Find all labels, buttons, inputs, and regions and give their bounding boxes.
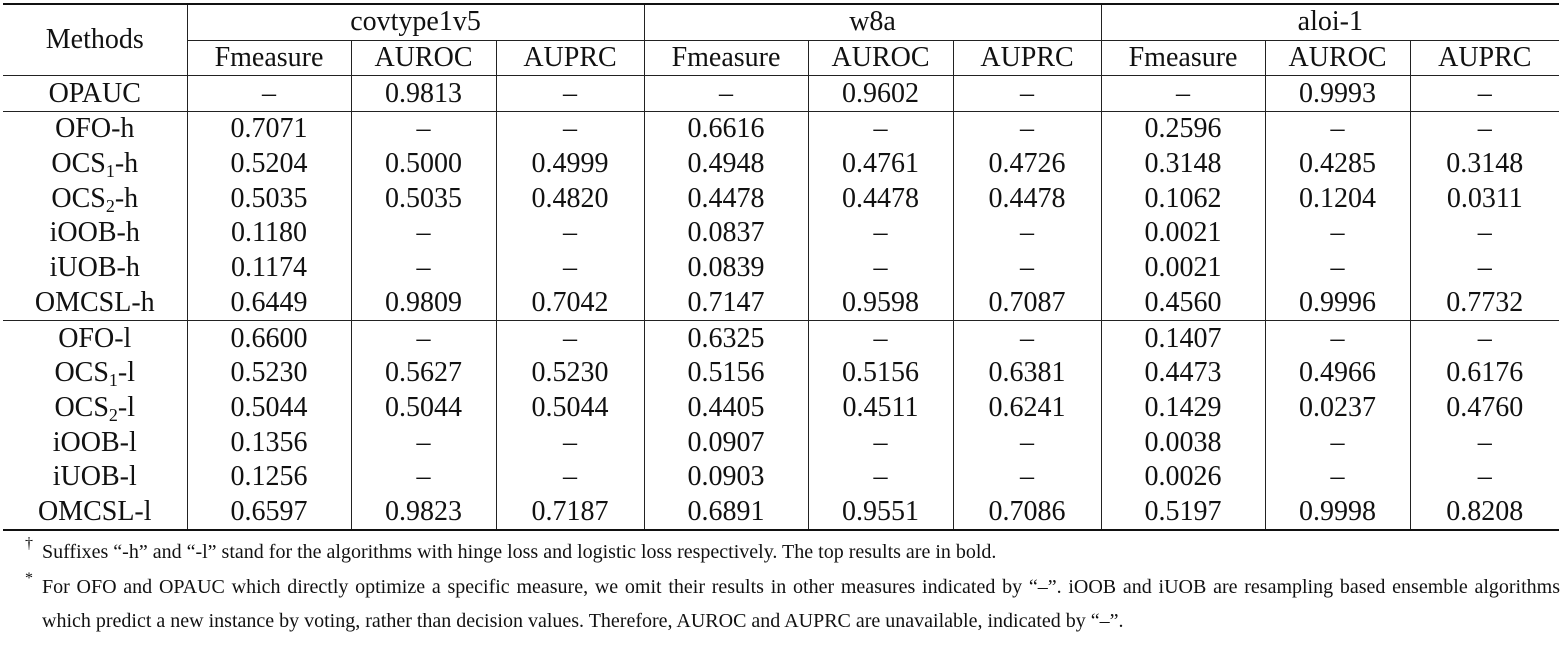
value-cell: 0.1180 xyxy=(187,216,351,251)
value-cell: 0.6325 xyxy=(644,321,808,356)
metric-header-auroc: AUROC xyxy=(351,40,496,76)
value-cell: – xyxy=(644,76,808,112)
method-name-cell xyxy=(3,181,187,216)
value-cell: 0.4560 xyxy=(1101,286,1265,321)
value-cell: 0.9551 xyxy=(808,495,953,531)
value-cell: 0.5156 xyxy=(644,356,808,391)
value-cell: – xyxy=(496,251,644,286)
value-cell: 0.4285 xyxy=(1265,147,1410,182)
value-cell: – xyxy=(808,460,953,495)
method-name: iOOB-l xyxy=(52,426,137,458)
table-row xyxy=(3,321,1559,356)
method-suffix: -l xyxy=(117,357,136,389)
value-cell: – xyxy=(1410,76,1559,112)
value-cell: 0.3148 xyxy=(1101,147,1265,182)
method-name-cell xyxy=(3,425,187,460)
value-cell: – xyxy=(351,251,496,286)
table-row xyxy=(3,356,1559,391)
value-cell: 0.0021 xyxy=(1101,251,1265,286)
value-cell: 0.9813 xyxy=(351,76,496,112)
value-cell: 0.5044 xyxy=(351,391,496,426)
method-name: OCS xyxy=(54,391,109,423)
value-cell: – xyxy=(187,76,351,112)
value-cell: – xyxy=(808,251,953,286)
value-cell: 0.1429 xyxy=(1101,391,1265,426)
metric-header-fmeasure: Fmeasure xyxy=(644,40,808,76)
value-cell: – xyxy=(496,425,644,460)
value-cell: 0.9998 xyxy=(1265,495,1410,531)
value-cell: – xyxy=(808,321,953,356)
value-cell: 0.4473 xyxy=(1101,356,1265,391)
table-footnotes xyxy=(20,535,1560,638)
value-cell: 0.5035 xyxy=(351,181,496,216)
method-name-cell xyxy=(3,147,187,182)
method-name: OMCSL-h xyxy=(34,286,155,318)
method-suffix: -h xyxy=(114,182,139,214)
method-name: OCS xyxy=(54,357,109,389)
dataset-header-aloi-1: aloi-1 xyxy=(1101,4,1559,40)
value-cell: 0.1204 xyxy=(1265,181,1410,216)
value-cell: – xyxy=(953,460,1101,495)
value-cell: – xyxy=(351,216,496,251)
value-cell: 0.7732 xyxy=(1446,286,1524,318)
method-name: iOOB-h xyxy=(49,217,140,249)
value-cell: 0.0038 xyxy=(1101,425,1265,460)
value-cell: 0.6381 xyxy=(953,356,1101,391)
results-body xyxy=(3,76,1559,530)
value-cell: 0.6241 xyxy=(953,391,1101,426)
value-cell: – xyxy=(1265,251,1410,286)
value-cell: – xyxy=(1410,112,1559,147)
dataset-header-w8a: w8a xyxy=(644,4,1101,40)
footnote-mark: * xyxy=(25,570,33,587)
dataset-header-covtype1v5: covtype1v5 xyxy=(187,4,644,40)
value-cell: 0.4820 xyxy=(496,181,644,216)
method-name: OPAUC xyxy=(48,77,141,109)
value-cell: 0.5197 xyxy=(1101,495,1265,531)
value-cell: 0.4726 xyxy=(953,147,1101,182)
footnote-text: Suffixes “-h” and “-l” stand for the algorithms with hinge loss and logistic loss respectively. The top results are in bold. xyxy=(42,541,997,563)
method-subscript: 2 xyxy=(105,195,115,216)
value-cell: 0.4948 xyxy=(644,147,808,182)
value-cell: 0.7147 xyxy=(644,286,808,321)
value-cell: 0.6597 xyxy=(187,495,351,531)
value-cell: 0.0903 xyxy=(644,460,808,495)
value-cell: 0.5204 xyxy=(187,147,351,182)
table-row xyxy=(3,181,1559,216)
value-cell: – xyxy=(953,76,1101,112)
value-cell: 0.5035 xyxy=(187,181,351,216)
metric-header-auroc: AUROC xyxy=(1265,40,1410,76)
method-name: iUOB-l xyxy=(52,461,137,493)
value-cell: – xyxy=(1265,321,1410,356)
methods-header: Methods xyxy=(3,4,187,76)
value-cell: 0.0837 xyxy=(644,216,808,251)
value-cell: – xyxy=(1265,425,1410,460)
value-cell: – xyxy=(1410,321,1559,356)
value-cell: 0.9993 xyxy=(1265,76,1410,112)
method-subscript: 2 xyxy=(108,404,118,425)
value-cell: 0.5230 xyxy=(187,356,351,391)
table-row xyxy=(3,251,1559,286)
method-name: OFO-l xyxy=(58,322,132,354)
footnote-dagger xyxy=(20,535,1560,569)
method-name-cell xyxy=(3,216,187,251)
value-cell: 0.6176 xyxy=(1446,357,1524,389)
value-cell: 0.9996 xyxy=(1265,286,1410,321)
value-cell: – xyxy=(953,321,1101,356)
table-row xyxy=(3,425,1559,460)
value-cell: – xyxy=(953,251,1101,286)
value-cell: 0.4760 xyxy=(1446,391,1524,423)
value-cell: 0.5000 xyxy=(351,147,496,182)
method-name: OCS xyxy=(51,148,106,180)
value-cell: 0.0026 xyxy=(1101,460,1265,495)
method-suffix: -l xyxy=(117,391,136,423)
value-cell: – xyxy=(1265,216,1410,251)
table-row xyxy=(3,286,1559,321)
metric-header-auprc: AUPRC xyxy=(953,40,1101,76)
table-row xyxy=(3,147,1559,182)
table-row xyxy=(3,391,1559,426)
value-cell: 0.4999 xyxy=(496,147,644,182)
value-cell: – xyxy=(496,460,644,495)
value-cell: – xyxy=(953,425,1101,460)
value-cell: 0.7071 xyxy=(187,112,351,147)
footnote-asterisk xyxy=(20,570,1560,638)
value-cell: – xyxy=(1265,460,1410,495)
results-table xyxy=(3,3,1559,531)
metric-header-auprc: AUPRC xyxy=(1410,40,1559,76)
method-subscript: 1 xyxy=(108,370,118,391)
value-cell: 0.5230 xyxy=(496,356,644,391)
value-cell: 0.4478 xyxy=(953,181,1101,216)
value-cell: 0.6600 xyxy=(187,321,351,356)
method-name-cell xyxy=(3,391,187,426)
metric-header-auroc: AUROC xyxy=(808,40,953,76)
value-cell: 0.0021 xyxy=(1101,216,1265,251)
value-cell: – xyxy=(351,112,496,147)
method-subscript: 1 xyxy=(105,161,115,182)
method-name-cell xyxy=(3,76,187,112)
value-cell: – xyxy=(496,216,644,251)
value-cell: – xyxy=(1477,217,1492,249)
value-cell: 0.1356 xyxy=(187,425,351,460)
value-cell: – xyxy=(808,216,953,251)
metric-header-auprc: AUPRC xyxy=(496,40,644,76)
method-suffix: -h xyxy=(114,148,139,180)
value-cell: 0.8208 xyxy=(1410,495,1559,531)
method-name-cell xyxy=(3,286,187,321)
value-cell: 0.7187 xyxy=(496,495,644,531)
value-cell: – xyxy=(351,425,496,460)
value-cell: – xyxy=(496,112,644,147)
footnote-mark: † xyxy=(25,535,33,552)
method-name: OFO-h xyxy=(55,113,135,145)
value-cell: 0.6616 xyxy=(644,112,808,147)
value-cell: 0.4761 xyxy=(808,147,953,182)
value-cell: 0.9823 xyxy=(351,495,496,531)
value-cell: – xyxy=(496,321,644,356)
method-name-cell xyxy=(3,460,187,495)
value-cell: 0.7087 xyxy=(953,286,1101,321)
value-cell: – xyxy=(351,460,496,495)
value-cell: 0.9602 xyxy=(808,76,953,112)
method-name-cell xyxy=(3,321,187,356)
table-row xyxy=(3,216,1559,251)
value-cell: – xyxy=(496,76,644,112)
table-row xyxy=(3,112,1559,147)
value-cell: – xyxy=(1477,426,1492,458)
metric-header-fmeasure: Fmeasure xyxy=(187,40,351,76)
value-cell: 0.7086 xyxy=(953,495,1101,531)
value-cell: 0.1174 xyxy=(187,251,351,286)
value-cell: 0.7042 xyxy=(496,286,644,321)
value-cell: – xyxy=(808,425,953,460)
table-row xyxy=(3,495,1559,531)
table-row xyxy=(3,460,1559,495)
method-name: iUOB-h xyxy=(49,252,140,284)
value-cell: 0.0907 xyxy=(644,425,808,460)
method-name-cell xyxy=(3,495,187,531)
value-cell: 0.5156 xyxy=(808,356,953,391)
value-cell: 0.0839 xyxy=(644,251,808,286)
method-name: OCS xyxy=(51,182,106,214)
table-row xyxy=(3,76,1559,112)
method-name-cell xyxy=(3,251,187,286)
value-cell: 0.4966 xyxy=(1265,356,1410,391)
value-cell: 0.3148 xyxy=(1446,148,1524,180)
value-cell: 0.9809 xyxy=(351,286,496,321)
value-cell: – xyxy=(808,112,953,147)
value-cell: – xyxy=(351,321,496,356)
value-cell: 0.1407 xyxy=(1101,321,1265,356)
value-cell: 0.5044 xyxy=(187,391,351,426)
dataset-header-row xyxy=(3,4,1559,40)
method-name-cell xyxy=(3,356,187,391)
value-cell: 0.4478 xyxy=(644,181,808,216)
value-cell: 0.1256 xyxy=(187,460,351,495)
value-cell: 0.5627 xyxy=(351,356,496,391)
value-cell: – xyxy=(953,112,1101,147)
value-cell: 0.0311 xyxy=(1446,182,1523,214)
metric-header-row xyxy=(3,40,1559,76)
footnote-text: For OFO and OPAUC which directly optimize a specific measure, we omit their results in other measures indicated by “–”. iOOB and iUOB are resampling based ensemble algorithms which predict a new instance by voting, rather than decision values. Therefore, AUROC and AUPRC are unavailable, indicated by “–”. xyxy=(42,576,1560,632)
value-cell: 0.6449 xyxy=(187,286,351,321)
value-cell: – xyxy=(1477,252,1492,284)
value-cell: 0.9598 xyxy=(808,286,953,321)
value-cell: – xyxy=(1265,112,1410,147)
method-name: OMCSL-l xyxy=(37,495,152,527)
value-cell: 0.5044 xyxy=(496,391,644,426)
value-cell: 0.0237 xyxy=(1265,391,1410,426)
value-cell: 0.4405 xyxy=(644,391,808,426)
value-cell: 0.1062 xyxy=(1101,181,1265,216)
value-cell: – xyxy=(1477,461,1492,493)
value-cell: – xyxy=(953,216,1101,251)
value-cell: 0.6891 xyxy=(644,495,808,531)
value-cell: 0.4511 xyxy=(808,391,953,426)
value-cell: 0.2596 xyxy=(1101,112,1265,147)
metric-header-fmeasure: Fmeasure xyxy=(1101,40,1265,76)
method-name-cell xyxy=(3,112,187,147)
value-cell: – xyxy=(1101,76,1265,112)
value-cell: 0.4478 xyxy=(808,181,953,216)
